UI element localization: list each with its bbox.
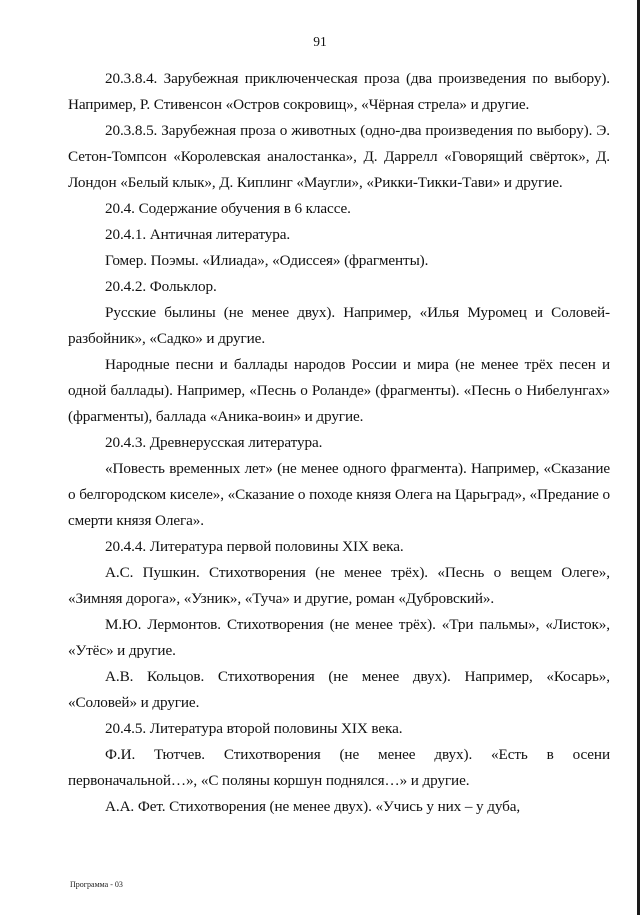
body-text (68, 66, 610, 820)
paragraph-20-3-8-5: 20.3.8.5. Зарубежная проза о животных (одно-два произведения по выбору). Э. Сетон-Томпсон «Королевская аналостанка», Д. Даррелл «Говорящий свёрток», Д. Лондон «Белый клык», Д. Киплинг «Маугли», «Рикки-Тикки-Тави» и другие. (68, 122, 610, 191)
paragraph-koltsov: А.В. Кольцов. Стихотворения (не менее двух). Например, «Косарь», «Соловей» и другие. (68, 668, 610, 711)
paragraph-folk-songs: Народные песни и баллады народов России и мира (не менее трёх песен и одной баллады). Например, «Песнь о Роланде» (фрагменты). «Песнь о Нибелунгах» (фрагменты), баллада «Аника-воин» и другие. (68, 356, 610, 425)
paragraph-pushkin: А.С. Пушкин. Стихотворения (не менее трёх). «Песнь о вещем Олеге», «Зимняя дорога», «Узник», «Туча» и другие, роман «Дубровский». (68, 564, 610, 607)
page-number: 91 (313, 34, 327, 49)
paragraph-tyutchev: Ф.И. Тютчев. Стихотворения (не менее двух). «Есть в осени первоначальной…», «С поляны коршун поднялся…» и другие. (68, 746, 610, 789)
paragraph-20-4-1: 20.4.1. Античная литература. (105, 226, 291, 243)
paragraph-20-4: 20.4. Содержание обучения в 6 классе. (105, 200, 351, 217)
paragraph-20-4-2: 20.4.2. Фольклор. (105, 278, 217, 295)
paragraph-20-4-5: 20.4.5. Литература второй половины XIX века. (105, 720, 403, 737)
paragraph-20-4-3: 20.4.3. Древнерусская литература. (105, 434, 323, 451)
paragraph-20-3-8-4: 20.3.8.4. Зарубежная приключенческая проза (два произведения по выбору). Например, Р. Стивенсон «Остров сокровищ», «Чёрная стрела» и другие. (68, 70, 610, 113)
paragraph-povest: «Повесть временных лет» (не менее одного фрагмента). Например, «Сказание о белгородском киселе», «Сказание о походе князя Олега на Царьград», «Предание о смерти князя Олега». (68, 460, 610, 529)
footer-label: Программа - 03 (70, 880, 123, 889)
paragraph-20-4-4: 20.4.4. Литература первой половины XIX века. (105, 538, 404, 555)
paragraph-homer: Гомер. Поэмы. «Илиада», «Одиссея» (фрагменты). (105, 252, 429, 269)
paragraph-fet: А.А. Фет. Стихотворения (не менее двух). «Учись у них – у дуба, (105, 798, 521, 815)
paragraph-lermontov: М.Ю. Лермонтов. Стихотворения (не менее трёх). «Три пальмы», «Листок», «Утёс» и другие. (68, 616, 610, 659)
paragraph-byliny: Русские былины (не менее двух). Например, «Илья Муромец и Соловей-разбойник», «Садко» и другие. (68, 304, 610, 347)
